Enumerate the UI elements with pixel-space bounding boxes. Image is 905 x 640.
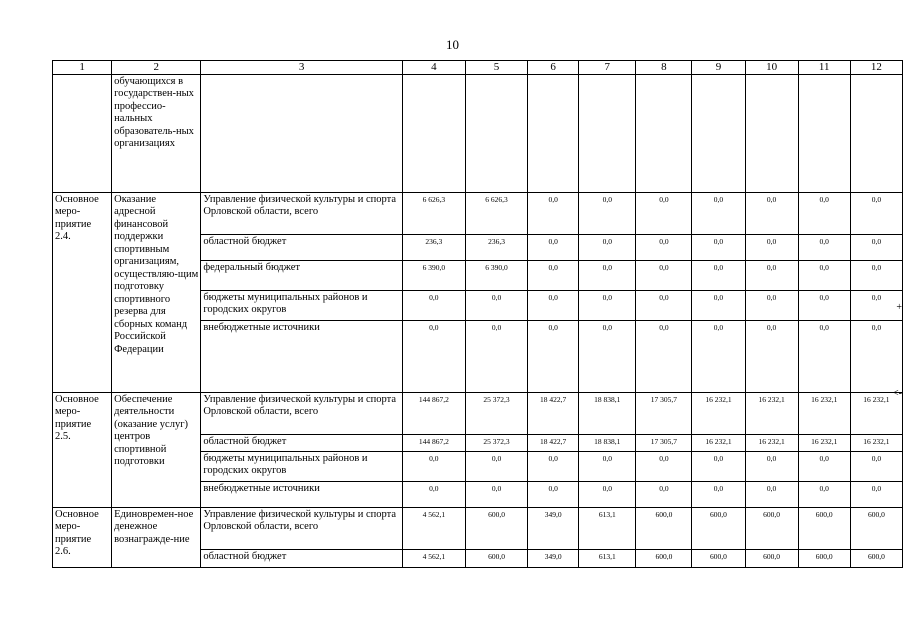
amount-cell: 4 562,1 [402,507,465,549]
header-cell: 5 [465,61,527,75]
amount-cell: 0,0 [528,320,579,392]
amount-cell: 0,0 [636,290,692,320]
amount-cell: 6 390,0 [402,260,465,290]
amount-cell: 349,0 [528,549,579,567]
header-cell: 8 [636,61,692,75]
amount-cell: 25 372,3 [465,392,527,434]
funding-source-label: Управление физической культуры и спорта Орловской области, всего [201,192,402,234]
page-number: 10 [446,37,459,52]
amount-cell: 0,0 [798,290,850,320]
measure-number: Основное меро-приятие 2.5. [53,392,112,507]
amount-cell: 0,0 [636,260,692,290]
amount-cell: 600,0 [692,549,745,567]
continuation-col1 [53,74,112,192]
amount-cell: 0,0 [465,481,527,507]
amount-cell: 0,0 [745,290,798,320]
amount-cell: 144 867,2 [402,392,465,434]
funding-source-label: внебюджетные источники [201,481,402,507]
amount-cell: 0,0 [579,320,636,392]
measure-description: Оказание адресной финансовой поддержки спортивным организациям, осуществляю-щим подготовку спортивного резерва для сборных команд Российской Федерации [112,192,201,392]
header-cell: 1 [53,61,112,75]
amount-cell: 16 232,1 [798,392,850,434]
budget-table [52,60,903,568]
funding-source-label: Управление физической культуры и спорта Орловской области, всего [201,392,402,434]
header-cell: 3 [201,61,402,75]
funding-source-label: бюджеты муниципальных районов и городских округов [201,290,402,320]
amount-cell: 18 838,1 [579,392,636,434]
amount-cell: 0,0 [528,451,579,481]
amount-cell: 16 232,1 [745,392,798,434]
amount-cell: 0,0 [692,481,745,507]
amount-cell: 0,0 [850,260,902,290]
amount-cell: 17 305,7 [636,392,692,434]
amount-cell: 600,0 [636,507,692,549]
amount-cell: 236,3 [465,234,527,260]
continuation-row [53,74,903,192]
amount-cell: 236,3 [402,234,465,260]
amount-cell: 0,0 [579,192,636,234]
amount-cell: 0,0 [745,260,798,290]
amount-cell: 600,0 [745,507,798,549]
amount-cell: 0,0 [850,451,902,481]
amount-cell: 0,0 [745,451,798,481]
amount-cell: 600,0 [636,549,692,567]
amount-cell: 16 232,1 [745,434,798,451]
amount-cell: 0,0 [579,451,636,481]
amount-cell: 0,0 [528,234,579,260]
amount-cell: 600,0 [798,507,850,549]
amount-cell: 0,0 [692,451,745,481]
funding-source-label: бюджеты муниципальных районов и городских округов [201,451,402,481]
funding-source-label: областной бюджет [201,549,402,567]
amount-cell: 600,0 [465,507,527,549]
continuation-col2: обучающихся в государствен-ных профессио-нальных образователь-ных организациях [112,74,201,192]
header-cell: 6 [528,61,579,75]
amount-cell: 0,0 [692,192,745,234]
budget-row [53,392,903,434]
amount-cell: 0,0 [579,290,636,320]
amount-cell: 0,0 [402,451,465,481]
funding-source-label: федеральный бюджет [201,260,402,290]
funding-source-label: областной бюджет [201,434,402,451]
funding-source-label: внебюджетные источники [201,320,402,392]
amount-cell: 0,0 [798,320,850,392]
header-row [53,61,903,75]
amount-cell: 0,0 [528,481,579,507]
header-cell: 11 [798,61,850,75]
amount-cell: 0,0 [465,320,527,392]
amount-cell: 4 562,1 [402,549,465,567]
amount-cell: 6 626,3 [465,192,527,234]
amount-cell: 0,0 [745,192,798,234]
budget-row [53,507,903,549]
amount-cell: 0,0 [692,234,745,260]
amount-cell: 0,0 [528,260,579,290]
amount-cell: 0,0 [465,290,527,320]
measure-number: Основное меро-приятие 2.4. [53,192,112,392]
amount-cell: 0,0 [528,290,579,320]
amount-cell: 0,0 [579,234,636,260]
funding-source-label: областной бюджет [201,234,402,260]
amount-cell: 0,0 [745,234,798,260]
amount-cell: 600,0 [692,507,745,549]
amount-cell: 0,0 [636,192,692,234]
amount-cell: 0,0 [798,451,850,481]
header-cell: 9 [692,61,745,75]
amount-cell: 0,0 [579,260,636,290]
amount-cell: 0,0 [850,290,902,320]
amount-cell: 0,0 [692,320,745,392]
amount-cell: 16 232,1 [692,434,745,451]
measure-description: Единовремен-ное денежное вознагражде-ние [112,507,201,567]
header-cell: 10 [745,61,798,75]
amount-cell: 0,0 [636,451,692,481]
amount-cell: 0,0 [402,290,465,320]
budget-row [53,192,903,234]
amount-cell: 0,0 [745,320,798,392]
amount-cell: 600,0 [850,549,902,567]
amount-cell: 349,0 [528,507,579,549]
amount-cell: 16 232,1 [798,434,850,451]
amount-cell: 0,0 [636,320,692,392]
amount-cell: 0,0 [850,234,902,260]
amount-cell: 18 422,7 [528,434,579,451]
amount-cell: 0,0 [636,481,692,507]
amount-cell: 6 626,3 [402,192,465,234]
amount-cell: 0,0 [465,451,527,481]
amount-cell: 0,0 [636,234,692,260]
amount-cell: 16 232,1 [692,392,745,434]
header-cell: 12 [850,61,902,75]
amount-cell: 613,1 [579,549,636,567]
measure-number: Основное меро-приятие 2.6. [53,507,112,567]
amount-cell: 600,0 [465,549,527,567]
funding-source-label: Управление физической культуры и спорта Орловской области, всего [201,507,402,549]
amount-cell: 0,0 [692,290,745,320]
amount-cell: 0,0 [402,481,465,507]
amount-cell: 0,0 [798,234,850,260]
header-cell: 7 [579,61,636,75]
header-cell: 4 [402,61,465,75]
amount-cell: 0,0 [850,320,902,392]
margin-mark: <- [893,388,902,399]
amount-cell: 0,0 [402,320,465,392]
amount-cell: 6 390,0 [465,260,527,290]
amount-cell: 144 867,2 [402,434,465,451]
amount-cell: 600,0 [798,549,850,567]
amount-cell: 0,0 [579,481,636,507]
amount-cell: 0,0 [798,481,850,507]
margin-mark: + [896,302,902,313]
amount-cell: 600,0 [850,507,902,549]
amount-cell: 17 305,7 [636,434,692,451]
amount-cell: 16 232,1 [850,392,902,434]
amount-cell: 0,0 [528,192,579,234]
amount-cell: 0,0 [798,260,850,290]
amount-cell: 16 232,1 [850,434,902,451]
amount-cell: 18 422,7 [528,392,579,434]
amount-cell: 0,0 [745,481,798,507]
amount-cell: 25 372,3 [465,434,527,451]
amount-cell: 600,0 [745,549,798,567]
header-cell: 2 [112,61,201,75]
amount-cell: 0,0 [692,260,745,290]
amount-cell: 613,1 [579,507,636,549]
amount-cell: 0,0 [850,192,902,234]
amount-cell: 0,0 [798,192,850,234]
measure-description: Обеспечение деятельности (оказание услуг) центров спортивной подготовки [112,392,201,507]
amount-cell: 18 838,1 [579,434,636,451]
amount-cell: 0,0 [850,481,902,507]
